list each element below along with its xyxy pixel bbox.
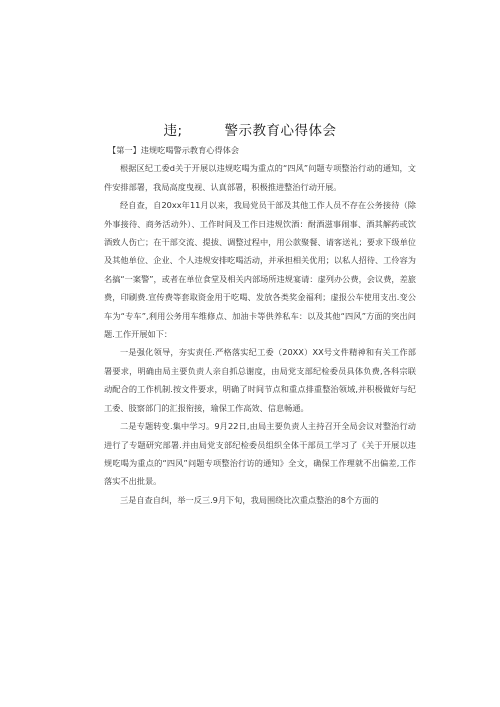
paragraph-point-one: 一是强化领导，夯实责任.严格落实纪工委（20XX）XX号文件精神和有关工作部署要求，明确由局主要负责人亲自抓总谢度，由局党支部纪检委员具体负费,各科宗联动配合的工作机制.按文件要求，明确了时间节点和重点排重整治领域,并积极做好与纪工委、肢察部门的汇报衔接，瑜保工作高效、信息畅通。 xyxy=(104,347,416,413)
paragraph-point-three: 三是自查自纠，举一反三.9月下旬，我局围绕比次重点整治的8个方面的 xyxy=(120,494,379,505)
paragraph-self-check: 经自查，自20xx年11月以来，我局党员干部及其他工作人员不存在公务接待（除外事接待、商务活动外）、工作时间及工作日违规饮酒：酎酒滋事闹事、酒其解药或饮酒致人伤亡；在干部交流、提拔、调整过程中，用公款聚餐、请客送礼；要求下级单位及其他单位、企业、个人违规安排吃喝活动，并承担相关优用；以私人招待、工伶容为名搞“一案警”，或者在单位食堂及相关内部场所违规宴请：虚列办公费，会议费，差旅费，印刷费.宣传费等套取资金用于吃喝、发放各类奖金福利；虚报公车使用支出.变公车为“专车”,利用公务用车维修点、加油卡等供养私车：以及其他“四风”方面的突出问题.工作开展如下： xyxy=(104,200,416,340)
title-part-left: 违; xyxy=(163,123,183,139)
paragraph-point-two: 二是专题转变.集中学习。9月22日,由局主要负责人主持召开全局会议对整治行动进行了专题研究部署.并由局党支部纪检委员组织全体干部员工学习了《关于开展以违规吃喝为重点的“四风”问题专项整治行访的通知》全文，确保工作理就不出偏差,工作落实不出批景。 xyxy=(104,421,416,487)
document-body xyxy=(104,141,416,509)
title-part-right: 警示教育心得体会 xyxy=(224,123,337,139)
document-title xyxy=(0,119,500,139)
document-subtitle: 【第一】违规吃喝警示教育心得体会 xyxy=(108,145,240,155)
paragraph-intro: 根据区纪工委d关于开展以违规吃喝为重点的“四风”问题专项整治行动的通知，文件安排部署，我局高度曳视、认真部署，积极推进整治行动开展。 xyxy=(104,163,416,192)
